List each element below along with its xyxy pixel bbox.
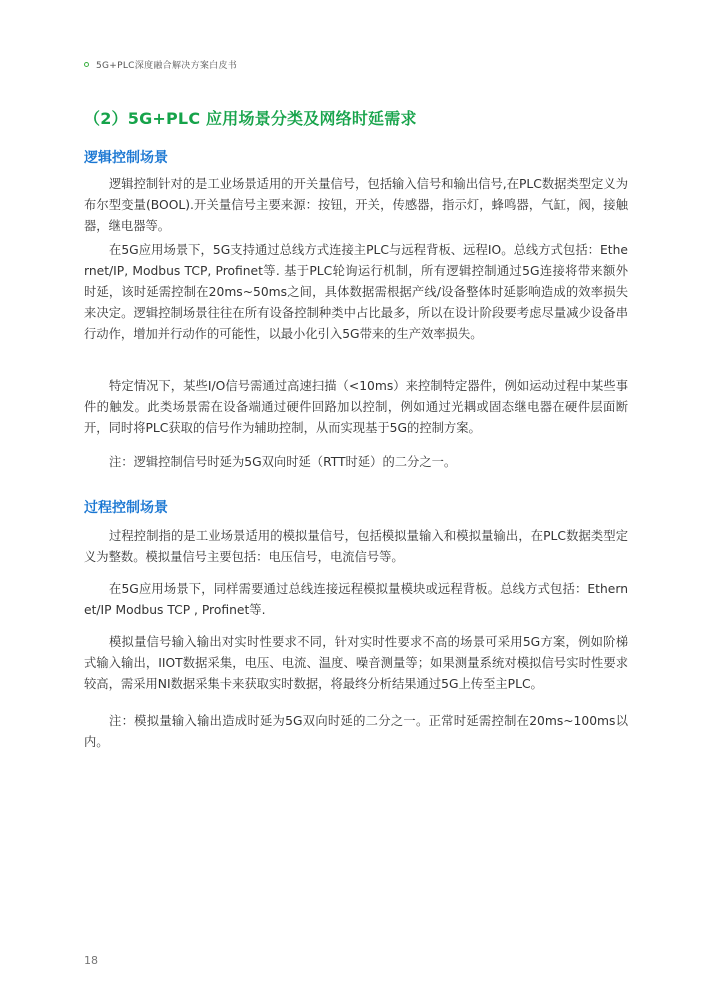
logic-control-paragraph-1: 逻辑控制针对的是工业场景适用的开关量信号，包括输入信号和输出信号,在PLC数据类型定义为布尔型变量(BOOL).开关量信号主要来源：按钮，开关，传感器，指示灯，蜂鸣器，气缸，阀，接触器，继电器等。 — [84, 177, 628, 233]
logic-control-paragraph-2: 在5G应用场景下，5G支持通过总线方式连接主PLC与远程背板、远程IO。总线方式包括：Ethernet/IP, Modbus TCP, Profinet等. 基于PLC轮询运行机制，所有逻辑控制通过5G连接将带来额外时延，该时延需控制在20ms~50ms之间，具体数据需根据产线/设备整体时延影响造成的效率损失来决定。逻辑控制场景往往在所有设备控制种类中占比最多，所以在设计阶段要考虑尽量减少设备串行动作，增加并行动作的可能性，以最小化引入5G带来的生产效率损失。 — [84, 243, 628, 341]
section-title: （2）5G+PLC 应用场景分类及网络时延需求 — [84, 109, 417, 128]
circle-bullet-icon — [84, 62, 89, 67]
process-control-paragraph-3: 模拟量信号输入输出对实时性要求不同，针对实时性要求不高的场景可采用5G方案，例如阶梯式输入输出，IIOT数据采集，电压、电流、温度、噪音测量等；如果测量系统对模拟信号实时性要求较高，需采用NI数据采集卡来获取实时数据，将最终分析结果通过5G上传至主PLC。 — [84, 635, 628, 691]
process-control-paragraph-2: 在5G应用场景下，同样需要通过总线连接远程模拟量模块或远程背板。总线方式包括：Ethernet/IP Modbus TCP , Profinet等. — [84, 582, 628, 617]
logic-control-note: 注：逻辑控制信号时延为5G双向时延（RTT时延）的二分之一。 — [109, 455, 457, 469]
logic-control-heading: 逻辑控制场景 — [84, 150, 168, 166]
process-control-paragraph-1: 过程控制指的是工业场景适用的模拟量信号，包括模拟量输入和模拟量输出，在PLC数据类型定义为整数。模拟量信号主要包括：电压信号，电流信号等。 — [84, 529, 628, 564]
running-header — [84, 58, 237, 71]
process-control-note: 注：模拟量输入输出造成时延为5G双向时延的二分之一。正常时延需控制在20ms~100ms以内。 — [84, 714, 628, 749]
running-header-title: 5G+PLC深度融合解决方案白皮书 — [96, 61, 238, 71]
process-control-heading: 过程控制场景 — [84, 500, 168, 516]
page-number: 18 — [84, 954, 98, 967]
logic-control-paragraph-3: 特定情况下，某些I/O信号需通过高速扫描（<10ms）来控制特定器件，例如运动过程中某些事件的触发。此类场景需在设备端通过硬件回路加以控制，例如通过光耦或固态继电器在硬件层面断开，同时将PLC获取的信号作为辅助控制，从而实现基于5G的控制方案。 — [84, 379, 628, 435]
